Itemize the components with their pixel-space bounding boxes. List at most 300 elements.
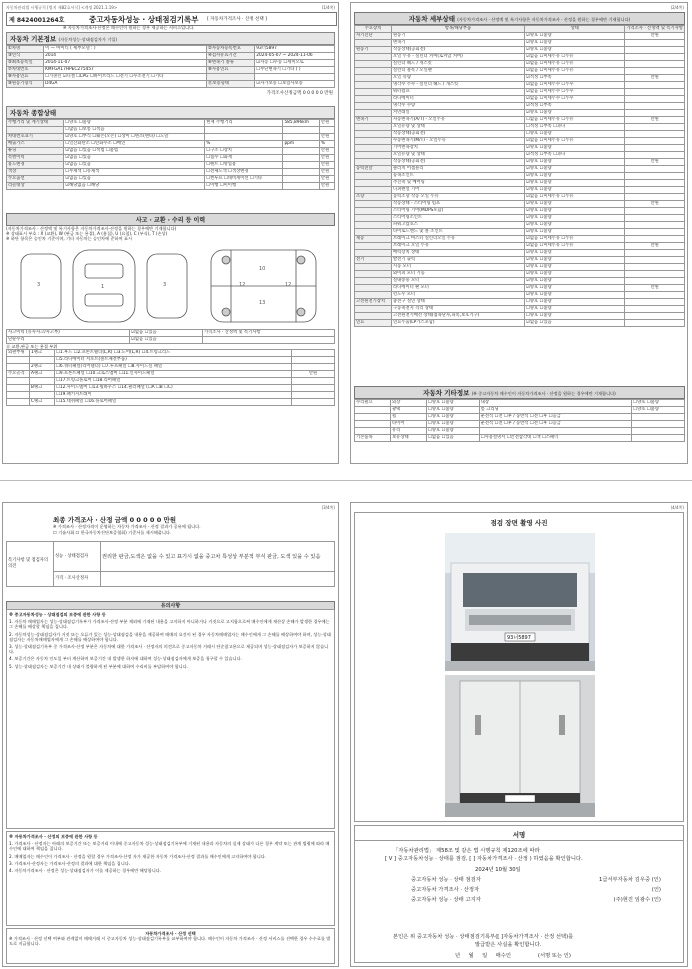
summary-value: ☑없음 ☐있음 — [64, 155, 205, 162]
summary-value: ☐렌트 ☐영업용 — [205, 162, 283, 169]
basic-row — [7, 46, 335, 53]
item-state: ☐없음 ☐미세누유 ☐누유 — [525, 117, 625, 124]
item-label: 작동상태(공회전) — [392, 159, 525, 166]
paragraph: 4. 자동차가격조사 · 산정은 성능·상태점검자가 이를 제공하는 경우에만 해당합니다. — [9, 868, 162, 874]
item-price — [625, 271, 685, 278]
special-section — [6, 541, 335, 587]
item-label: 스티어링조인트 — [392, 215, 525, 222]
item-price — [625, 194, 685, 201]
item-label: 구동축전지 격리 상태 — [392, 306, 525, 313]
device-label — [355, 285, 392, 292]
parts-row — [7, 385, 335, 392]
price-note: ※ 가격조사 · 산정자격이 운영하는 자동차 가격조사 · 산정 결과가 공유에 됩니다. — [53, 524, 201, 529]
summary-value: 만원 — [319, 155, 334, 162]
item-label: 파워고압호스 — [392, 222, 525, 229]
detail-row — [355, 243, 685, 250]
etc-cell: 내장 — [479, 400, 632, 407]
plate-number: 93너5897 — [507, 635, 531, 641]
item-price: 만원 — [625, 285, 685, 292]
parts-items: ☐5.라디에이터 서포트(볼트체결부품) — [55, 357, 292, 364]
item-price — [625, 292, 685, 299]
detail-section — [354, 12, 685, 327]
parts-price — [292, 350, 335, 357]
etc-cell — [632, 435, 685, 442]
detail-row — [355, 75, 685, 82]
device-label: 고전원전기장치 — [355, 299, 392, 306]
device-label — [355, 229, 392, 236]
parts-side — [7, 364, 30, 371]
device-label — [355, 54, 392, 61]
basic-info-table — [6, 45, 335, 88]
parts-rank — [30, 392, 55, 399]
page-number: (4/4쪽) — [670, 505, 684, 510]
summary-row — [7, 155, 335, 162]
item-price — [625, 89, 685, 96]
parts-rank — [30, 378, 55, 385]
detail-row — [355, 33, 685, 40]
summary-row — [7, 169, 335, 176]
item-price — [625, 306, 685, 313]
svg-text:13: 13 — [259, 300, 266, 306]
summary-label: 용도변경 — [7, 162, 64, 169]
field-label: ④검사유효기간 — [207, 53, 255, 60]
item-state: ☑없음 ☐미세누유 ☐누유 — [525, 138, 625, 145]
section-title: 자동차 기타정보 (※ 중고자동차 매수인이 자동차가격조사 · 산정을 원하는 경우에만 기재합니다) — [354, 386, 685, 399]
sign-law: 「자동차관리법」 제58조 및 같은 법 시행규칙 제120조에 따라 — [393, 848, 540, 854]
device-label — [355, 201, 392, 208]
summary-row — [7, 127, 335, 134]
detail-row — [355, 138, 685, 145]
summary-value: 만원 — [319, 176, 334, 183]
item-price: 만원 — [625, 159, 685, 166]
item-price — [625, 278, 685, 285]
device-label: 동력전달 — [355, 166, 392, 173]
detail-row — [355, 103, 685, 110]
item-state: ☑없음 ☐미세누수 ☐누수 — [525, 89, 625, 96]
item-state: ☐적정 ☐부족 ☐과다 — [525, 124, 625, 131]
device-label — [355, 40, 392, 47]
detail-row — [355, 173, 685, 180]
summary-value — [283, 162, 319, 169]
page-title: 중고자동차성능 · 상태점검기록부 — [89, 15, 199, 24]
etc-row — [355, 435, 685, 442]
item-label: 클러치 어셈블리 — [392, 166, 525, 173]
page-2 — [350, 2, 688, 464]
svg-text:10: 10 — [259, 266, 266, 272]
item-state: ☑없음 ☐미세누유 ☐누유 — [525, 236, 625, 243]
device-label — [355, 75, 392, 82]
device-label — [355, 278, 392, 285]
item-label: 실린더 블록 / 오일팬 — [392, 68, 525, 75]
item-state: ☑양호 ☐불량 — [525, 250, 625, 257]
item-state: ☑양호 ☐불량 — [525, 145, 625, 152]
item-price — [625, 96, 685, 103]
device-label — [355, 131, 392, 138]
notice-title: 유의사항 — [6, 601, 335, 610]
item-label: 타이로드엔드 및 볼 조인트 — [392, 229, 525, 236]
detail-row — [355, 61, 685, 68]
etc-cell: 운전석 ☐전 ☐후 / 동반석 ☐전 ☐후 ☐응급 — [479, 414, 632, 421]
basic-row — [7, 81, 335, 88]
section-title: 자동차 기본정보 (자동차성능·상태점검자가 기입) — [6, 32, 335, 45]
accident-note2: ※ 하단 항목은 승인차 기준이며, 기타 자동차는 승인차에 준하여 표시 — [6, 236, 133, 242]
parts-row — [7, 350, 335, 357]
summary-label: 특별이력 — [7, 155, 64, 162]
item-label: 오일 유량 — [392, 75, 525, 82]
item-price — [625, 47, 685, 54]
page-divider — [0, 480, 692, 481]
paragraph: 2. 자동차성능·상태점검자가 거짓 또는 오류가 있는 성능·상태점검을 내용을 제공하여 매매의 요건이 된 경우 자동차매매업자는 매수인에게 그 손해를 배상하여야 하며, 성능·상태점검자는 자동차매매업자에게 그 손해를 배상하여야 합니다. — [9, 631, 331, 642]
summary-section — [6, 106, 335, 190]
etc-cell: ☐사용설명서 ☐안전삼각대 ☐잭 ☐스패너 — [479, 435, 632, 442]
etc-cell — [632, 421, 685, 428]
paragraph: 1. 자동차 매매업자는 성능·상태점검기록부가 가격조사·산정 부분 제외에 기재된 내용을 고지하지 아니하거나 거짓으로 고지함으로써 매수인에게 재산상 손해가 발생한 경우에는 그 손해를 배상할 책임을 집니다. — [9, 619, 330, 630]
item-state: ☑적정 ☐부족 — [525, 75, 625, 82]
summary-value: 만원 — [319, 134, 334, 141]
sign-footer: 년 월 일 매수인 (서명 또는 인) — [455, 953, 571, 959]
page-3 — [2, 502, 339, 967]
etc-cell: ☐없음 ☐있음 — [427, 435, 480, 442]
summary-row — [7, 176, 335, 183]
summary-value: 현재 주행거리 — [205, 120, 283, 127]
item-price: 만원 — [625, 243, 685, 250]
guarantee-paragraphs — [9, 841, 332, 873]
car-diagram — [11, 246, 331, 326]
device-label — [355, 215, 392, 222]
sign-row — [411, 885, 661, 895]
parts-side — [7, 392, 30, 399]
item-price — [625, 250, 685, 257]
field-label: ⑪보증형태 — [207, 81, 255, 88]
item-price — [625, 40, 685, 47]
device-label — [355, 222, 392, 229]
parts-price — [292, 364, 335, 371]
price-inspector-label: 가격 · 조사산정자 — [54, 572, 101, 587]
item-label: 작동상태(공회전) — [392, 47, 525, 54]
summary-value: ☐무채색 ☐유채색 — [64, 169, 205, 176]
parts-items: ☐6.쿼터패널(리어휀더) ☐7.루프패널 ☐8.사이드실 패널 — [55, 364, 292, 371]
item-state: ☐양호 ☐불량 — [525, 299, 625, 306]
item-state: ☑양호 ☐불량 — [525, 166, 625, 173]
item-state: ☑없음 ☐미세누유 ☐누유 — [525, 61, 625, 68]
field-label: ⑩원동기형식 — [7, 81, 44, 88]
etc-cell — [632, 414, 685, 421]
etc-cell: ☐양호 ☐불량 — [427, 421, 480, 428]
detail-header — [355, 26, 685, 33]
summary-row — [7, 148, 335, 155]
item-state: ☑없음 ☐미세누유 ☐누유 — [525, 243, 625, 250]
sign-rows — [411, 875, 661, 905]
svg-text:12: 12 — [239, 282, 246, 288]
basic-row — [7, 74, 335, 81]
item-state: ☑양호 ☐불량 — [525, 278, 625, 285]
etc-row — [355, 421, 685, 428]
field-value: 2014 — [44, 53, 207, 60]
summary-label: 주행거리 및 계기상태 — [7, 120, 64, 127]
detail-row — [355, 159, 685, 166]
summary-label: 주요옵션 — [7, 176, 64, 183]
etc-cell: 기본품목 — [355, 435, 391, 442]
device-label — [355, 89, 392, 96]
detail-row — [355, 306, 685, 313]
item-state: ☑없음 ☐미세누유 ☐누유 — [525, 194, 625, 201]
item-label: 등속조인트 — [392, 173, 525, 180]
sign-role: 중고자동차 가격조사 · 산정자 — [411, 887, 480, 893]
field-label: ⑤최초등록일 — [7, 60, 44, 67]
item-price: 만원 — [625, 117, 685, 124]
item-price — [625, 68, 685, 75]
sign-line: [ V ] 중고자동차성능 · 상태를 점검, [ ] 자동차가격조사 · 산정 ) 하였음을 확인합니다. — [385, 856, 583, 862]
field-value: 2024-05-07 ~ 2024-11-06 — [255, 53, 335, 60]
sign-row — [411, 895, 661, 905]
item-state: ☑양호 ☐불량 — [525, 229, 625, 236]
device-label: 전기 — [355, 257, 392, 264]
guarantee-title: ※ 자동차가격조사 · 산정의 보증에 관한 사항 등 — [9, 834, 98, 839]
item-state: ☑양호 ☐불량 — [525, 271, 625, 278]
field-label: ②자동차등록번호 — [207, 46, 255, 53]
item-label: 수동변속기(M/T) - 오일누유 — [392, 138, 525, 145]
detail-row — [355, 299, 685, 306]
basic-row — [7, 53, 335, 60]
detail-row — [355, 89, 685, 96]
item-label: 발전기 출력 — [392, 257, 525, 264]
etc-cell: 휠 — [391, 414, 427, 421]
item-price: 만원 — [625, 33, 685, 40]
parts-label: ⑪ 교환,판금 또는 용접 부위 — [6, 344, 58, 349]
etc-cell — [355, 407, 391, 414]
item-label: 배력장치 상태 — [392, 250, 525, 257]
item-state: ☑없음 ☐미세누수 ☐누수 — [525, 82, 625, 89]
section-title: 사고 · 교환 · 수리 등 이력 — [6, 213, 335, 226]
item-label: 냉각수 수량 — [392, 103, 525, 110]
summary-value: 585,896km — [283, 120, 319, 127]
parts-items: ☐15.대쉬패널 ☐16.플로어패널 — [55, 399, 292, 406]
item-price — [625, 103, 685, 110]
page-number: (3/4쪽) — [321, 505, 335, 510]
device-label — [355, 180, 392, 187]
device-label: 변속기 — [355, 117, 392, 124]
item-label: 고전원전기배선 상태(접속단자,피복,보호기구) — [392, 313, 525, 320]
basic-row — [7, 67, 335, 74]
section-title: 자동차 종합상태 — [6, 106, 335, 119]
detail-row — [355, 271, 685, 278]
basic-info-section — [6, 32, 335, 96]
item-price — [625, 152, 685, 159]
sign-row — [411, 875, 661, 885]
parts-price — [292, 385, 335, 392]
basic-row — [7, 60, 335, 67]
item-state: ☑양호 ☐불량 — [525, 40, 625, 47]
detail-row — [355, 236, 685, 243]
field-value: ☑자동 ☐수동 ☐세미오토 — [255, 60, 335, 67]
field-value: D4GA — [44, 81, 207, 88]
device-label — [355, 152, 392, 159]
item-price — [625, 180, 685, 187]
summary-value: ☑없음 ☐있음 — [64, 162, 205, 169]
item-price: 만원 — [625, 75, 685, 82]
device-label — [355, 292, 392, 299]
summary-value — [283, 169, 319, 176]
item-label: 디퍼렌셜 기어 — [392, 187, 525, 194]
summary-value — [319, 127, 334, 134]
doc-number: 제 8424001264호 — [9, 17, 65, 24]
field-value: 93너5897 — [255, 46, 335, 53]
parts-rank: 2랭크 — [30, 364, 55, 371]
parts-side — [7, 385, 30, 392]
device-label — [355, 250, 392, 257]
field-value — [255, 74, 335, 81]
item-state: ☐양호 ☐불량 — [525, 306, 625, 313]
sign-name: (인) — [651, 887, 661, 893]
sign-confirm2: 발급받은 사실을 확인합니다. — [475, 942, 542, 948]
item-state: ☐양호 ☐불량 — [525, 313, 625, 320]
price-amount: 가격조사산정금액 0 0 0 0 0 만원 — [266, 91, 333, 96]
etc-cell: 외장 — [391, 400, 427, 407]
svg-text:3: 3 — [163, 282, 167, 288]
notice-body — [6, 609, 335, 829]
detail-row — [355, 313, 685, 320]
etc-cell: ☐양호 ☐불량 — [427, 428, 480, 435]
item-label: 작동상태 - 스티어링 펌프 — [392, 201, 525, 208]
detail-row — [355, 208, 685, 215]
field-value: ☐가솔린 ☑디젤 ☐LPG ☐하이브리드 ☐전기 ☐수소전기 ☐기타 — [44, 74, 207, 81]
summary-value: ☑없음 ☐있음 — [64, 176, 205, 183]
sign-role: 중고자동차 성능 · 상태 점검자 — [411, 877, 481, 883]
paragraph: 4. 보증기간은 자동차 인도일 부터 계산하며 보증기간 내 발생한 하자에 대하여 성능·상태점검자에게 보증을 청구할 수 있습니다. — [9, 656, 242, 662]
detail-row — [355, 285, 685, 292]
photo-title: 점검 장면 촬영 사진 — [490, 519, 548, 527]
item-state: ☑적정 ☐부족 — [525, 103, 625, 110]
device-label: 조향 — [355, 194, 392, 201]
sign-title: 서명 — [512, 831, 526, 839]
item-state: ☑양호 ☐불량 — [525, 187, 625, 194]
device-label — [355, 138, 392, 145]
summary-value — [283, 127, 319, 134]
parts-items: ☐1.후드 ☐2.프론트휀더(L,R) ☐3.도어(L,R) ☐4.트렁크리드 — [55, 350, 292, 357]
summary-table — [6, 119, 335, 190]
item-price — [625, 215, 685, 222]
front-photo — [445, 533, 595, 671]
item-price — [625, 138, 685, 145]
detail-row — [355, 278, 685, 285]
price-column-title: 가격조사 · 산정액 및 특기사항 — [203, 330, 335, 337]
item-label: 기어변속장치 — [392, 145, 525, 152]
parts-side: 외판부위 — [7, 350, 30, 357]
inspector-opinion: 권리한 판금,도색은 없을 수 있고 표기시 없을 중고차 특성상 부분적 부식 판금, 도색 있을 수 있음 — [101, 542, 335, 572]
detail-row — [355, 250, 685, 257]
fee-title: 자동차가격조사 · 산정 선택 — [145, 931, 196, 936]
device-label: 제동 — [355, 236, 392, 243]
inspector-label: 성능 · 상태점검자 — [54, 542, 101, 572]
detail-row — [355, 320, 685, 327]
device-label — [355, 145, 392, 152]
item-price: 만원 — [625, 201, 685, 208]
item-price — [625, 131, 685, 138]
item-label: 윈도우 모터 — [392, 292, 525, 299]
field-value: ☑자가보증 ☐보험사보증 — [255, 81, 335, 88]
item-state: ☑양호 ☐불량 — [525, 110, 625, 117]
item-label: 오일유량 및 상태 — [392, 124, 525, 131]
field-label: ⑧사용연료 — [207, 67, 255, 74]
detail-row — [355, 68, 685, 75]
item-price — [625, 54, 685, 61]
etc-cell: 룸 크리닝 — [479, 407, 632, 414]
item-label: 시동 모터 — [392, 264, 525, 271]
section-title: 자동차 세부상태 (자동차가격조사 · 산정액 및 특기사항은 자동차가격조사 · 산정을 원하는 경우에만 기재합니다) — [354, 12, 685, 25]
etc-cell: 유리 — [391, 428, 427, 435]
device-label — [355, 82, 392, 89]
summary-label — [7, 127, 64, 134]
detail-row — [355, 96, 685, 103]
guarantee-body — [6, 831, 335, 926]
etc-cell — [355, 414, 391, 421]
etc-cell: 보유상태 — [391, 435, 427, 442]
summary-value — [283, 155, 319, 162]
item-price — [625, 208, 685, 215]
item-price — [625, 313, 685, 320]
paragraph: 3. 가격조사·산정자는 가격조사·산정의 결과에 대한 책임을 집니다. — [9, 860, 131, 866]
device-label — [355, 124, 392, 131]
field-value: 2014-11-07 — [44, 60, 207, 67]
parts-rank: 1랭크 — [30, 350, 55, 357]
parts-items: ☐17.트렁크플로어 ☐18.리어패널 — [55, 378, 292, 385]
etc-cell: 광택 — [391, 407, 427, 414]
etc-row — [355, 428, 685, 435]
summary-value: % — [205, 141, 283, 148]
detail-row — [355, 264, 685, 271]
item-state: ☑양호 ☐불량 — [525, 257, 625, 264]
detail-row — [355, 82, 685, 89]
detail-row — [355, 194, 685, 201]
item-price — [625, 229, 685, 236]
summary-value: ☐양호 ☐불량 — [64, 120, 205, 127]
notice-line: ※ 자동차가격조사·산정은 매수인이 원하는 경우 제공하는 서비스입니다. — [63, 25, 195, 30]
summary-value — [283, 148, 319, 155]
item-price — [625, 82, 685, 89]
svg-text:3: 3 — [37, 282, 41, 288]
detail-row — [355, 117, 685, 124]
parts-rank: B랭크 — [30, 385, 55, 392]
item-state: ☑없음 ☐미세누수 ☐누수 — [525, 96, 625, 103]
summary-value: ☐일산화탄소 ☐탄화수소 ☐매연 — [64, 141, 205, 148]
item-price — [625, 236, 685, 243]
summary-label: 튜닝 — [7, 148, 64, 155]
detail-row — [355, 145, 685, 152]
item-state: ☑양호 ☐불량 — [525, 285, 625, 292]
item-price — [625, 299, 685, 306]
item-label: 와이퍼 모터 기능 — [392, 271, 525, 278]
item-state: ☑양호 ☐불량 — [525, 159, 625, 166]
parts-items: ☐9.프론트패널 ☐10.크로스멤버 ☐11.인사이드패널 — [55, 371, 292, 378]
summary-value: 만원 — [319, 169, 334, 176]
detail-row — [355, 201, 685, 208]
item-price — [625, 124, 685, 131]
price-source: ☐ 기술사회 ☐ 한국자동차진단보증협회) 기준서를 제시해줍니다. — [53, 530, 172, 535]
detail-row — [355, 166, 685, 173]
detail-table — [354, 25, 685, 327]
accident-question: 사고이력 (유사사고/사고부) — [7, 330, 130, 337]
etc-cell: 타이어 — [391, 421, 427, 428]
device-label: 연료 — [355, 320, 392, 327]
simple-repair-label: 단순수리 — [7, 337, 130, 344]
car-side-right — [147, 254, 187, 318]
summary-value: ☐이행 ☐미이행 — [205, 183, 283, 190]
item-label: 오일 누유 - 실린더 커버(로커암 커버) — [392, 54, 525, 61]
etc-section — [354, 386, 685, 442]
field-label: ③연식 — [7, 53, 44, 60]
item-price — [625, 166, 685, 173]
device-label: 원동기 — [355, 47, 392, 54]
